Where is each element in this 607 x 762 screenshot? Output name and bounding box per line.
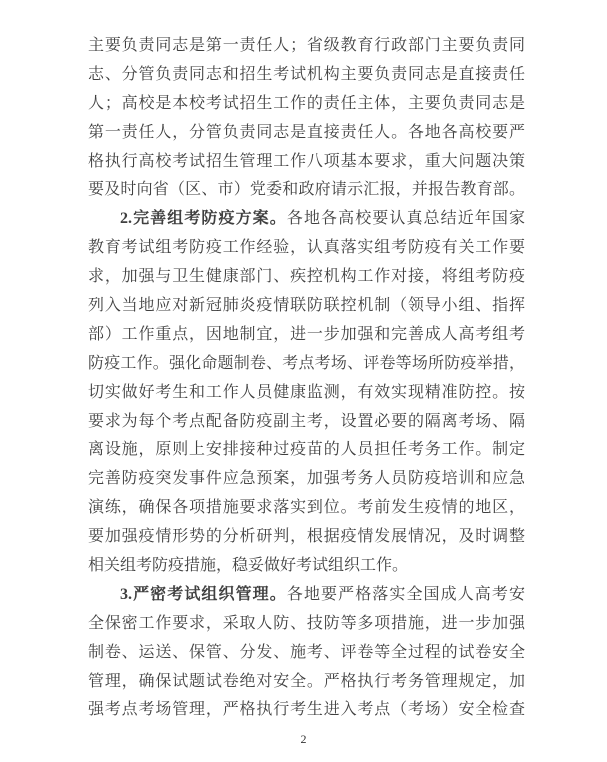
text-line: 教育考试组考防疫工作经验，认真落实组考防疫有关工作要 [88,239,525,257]
text-line: 要及时向省（区、市）党委和政府请示汇报，并报告教育部。 [88,181,525,199]
text-line: 管理，确保试题试卷绝对安全。严格执行考务管理规定，加 [88,672,525,690]
paragraph [88,581,525,725]
text-line: 3.严密考试组织管理。各地要严格落实全国成人高考安 [120,585,525,603]
text-line: 志、分管负责同志和招生考试机构主要负责同志是直接责任 [88,65,525,83]
text-line: 完善防疫突发事件应急预案，加强考务人员防疫培训和应急 [88,470,525,488]
text-line: 主要负责同志是第一责任人；省级教育行政部门主要负责同 [88,37,525,54]
text-line: 全保密工作要求，采取人防、技防等多项措施，进一步加强 [88,614,525,632]
text-line: 演练，确保各项措施要求落实到位。考前发生疫情的地区， [88,499,525,517]
text-line: 防疫工作。强化命题制卷、考点考场、评卷等场所防疫举措， [88,354,525,372]
text-line: 部）工作重点，因地制宜，进一步加强和完善成人高考组考 [88,325,525,343]
text-line: 相关组考防疫措施，稳妥做好考试组织工作。 [88,557,409,575]
text-line: 求，加强与卫生健康部门、疾控机构工作对接，将组考防疫 [88,268,525,286]
paragraph [88,205,525,581]
text-line: 2.完善组考防疫方案。各地各高校要认真总结近年国家 [120,210,525,228]
text-line: 离设施，原则上安排接种过疫苗的人员担任考务工作。制定 [88,441,525,459]
text-line: 强考点考场管理，严格执行考生进入考点（考场）安全检查 [88,701,525,719]
text-line: 列入当地应对新冠肺炎疫情联防联控机制（领导小组、指挥 [88,297,525,315]
numbered-heading: 3.严密考试组织管理。 [120,585,287,603]
numbered-heading: 2.完善组考防疫方案。 [120,210,287,228]
text-line: 制卷、运送、保管、分发、施考、评卷等全过程的试卷安全 [88,643,525,661]
text-line: 要加强疫情形势的分析研判，根据疫情发展情况，及时调整 [88,528,525,546]
paragraph [88,32,525,205]
text-line: 切实做好考生和工作人员健康监测，有效实现精准防控。按 [88,383,525,401]
text-line: 格执行高校考试招生管理工作八项基本要求，重大问题决策 [88,152,525,170]
text-line: 人；高校是本校考试招生工作的责任主体，主要负责同志是 [88,94,525,112]
document-body [88,32,525,725]
text-line: 第一责任人，分管负责同志是直接责任人。各地各高校要严 [88,123,525,141]
page-number: 2 [300,732,307,746]
text-line: 要求为每个考点配备防疫副主考，设置必要的隔离考场、隔 [88,412,525,430]
